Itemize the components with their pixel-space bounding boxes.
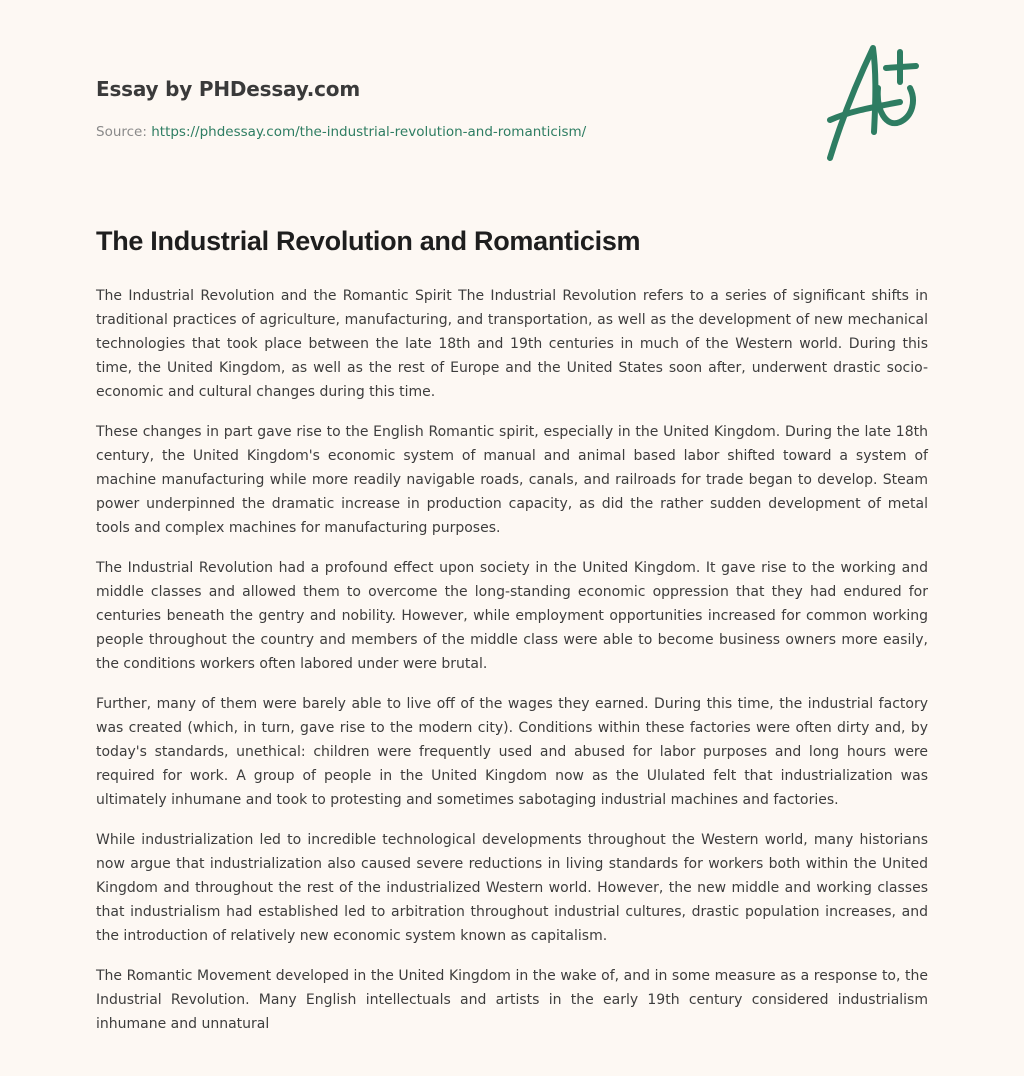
- paragraph: These changes in part gave rise to the English Romantic spirit, especially in the United Kingdom. During the late 18th century, the United Kingdom's economic system of manual and animal based labor shifted toward a system of machine manufacturing while more readily navigable roads, canals, and railroads for trade began to develop. Steam power underpinned the dramatic increase in production capacity, as did the rather sudden development of metal tools and complex machines for manufacturing purposes.: [96, 424, 928, 536]
- source-link[interactable]: https://phdessay.com/the-industrial-revolution-and-romanticism/: [151, 124, 587, 140]
- paragraph: Further, many of them were barely able to live off of the wages they earned. During this time, the industrial factory was created (which, in turn, gave rise to the modern city). Conditions within these factories were often dirty and, by today's standards, unethical: children were frequently used and abused for labor purposes and long hours were required for work. A group of people in the United Kingdom now as the Ululated felt that industrialization was ultimately inhumane and took to protesting and sometimes sabotaging industrial machines and factories.: [96, 696, 928, 808]
- a-plus-logo-icon: [818, 40, 928, 165]
- article-body: [96, 284, 928, 1052]
- paragraph: The Industrial Revolution and the Romantic Spirit The Industrial Revolution refers to a series of significant shifts in traditional practices of agriculture, manufacturing, and transportation, as well as the development of new mechanical technologies that took place between the late 18th and 19th centuries in much of the Western world. During this time, the United Kingdom, as well as the rest of Europe and the United States soon after, underwent drastic socio-economic and cultural changes during this time.: [96, 288, 928, 400]
- paragraph: The Industrial Revolution had a profound effect upon society in the United Kingdom. It gave rise to the working and middle classes and allowed them to overcome the long-standing economic oppression that they had endured for centuries beneath the gentry and nobility. However, while employment opportunities increased for common working people throughout the country and members of the middle class were able to become business owners more easily, the conditions workers often labored under were brutal.: [96, 560, 928, 672]
- paragraph: The Romantic Movement developed in the United Kingdom in the wake of, and in some measure as a response to, the Industrial Revolution. Many English intellectuals and artists in the early 19th century considered industrialism inhumane and unnatural: [96, 968, 928, 1032]
- site-brand: Essay by PHDessay.com: [96, 77, 360, 101]
- source-label: Source:: [96, 124, 147, 140]
- paragraph: While industrialization led to incredible technological developments throughout the Western world, many historians now argue that industrialization also caused severe reductions in living standards for workers both within the United Kingdom and throughout the rest of the industrialized Western world. However, the new middle and working classes that industrialism had established led to arbitration throughout industrial cultures, drastic population increases, and the introduction of relatively new economic system known as capitalism.: [96, 832, 928, 944]
- article-title: The Industrial Revolution and Romanticism: [96, 226, 641, 256]
- source-line: [96, 124, 586, 140]
